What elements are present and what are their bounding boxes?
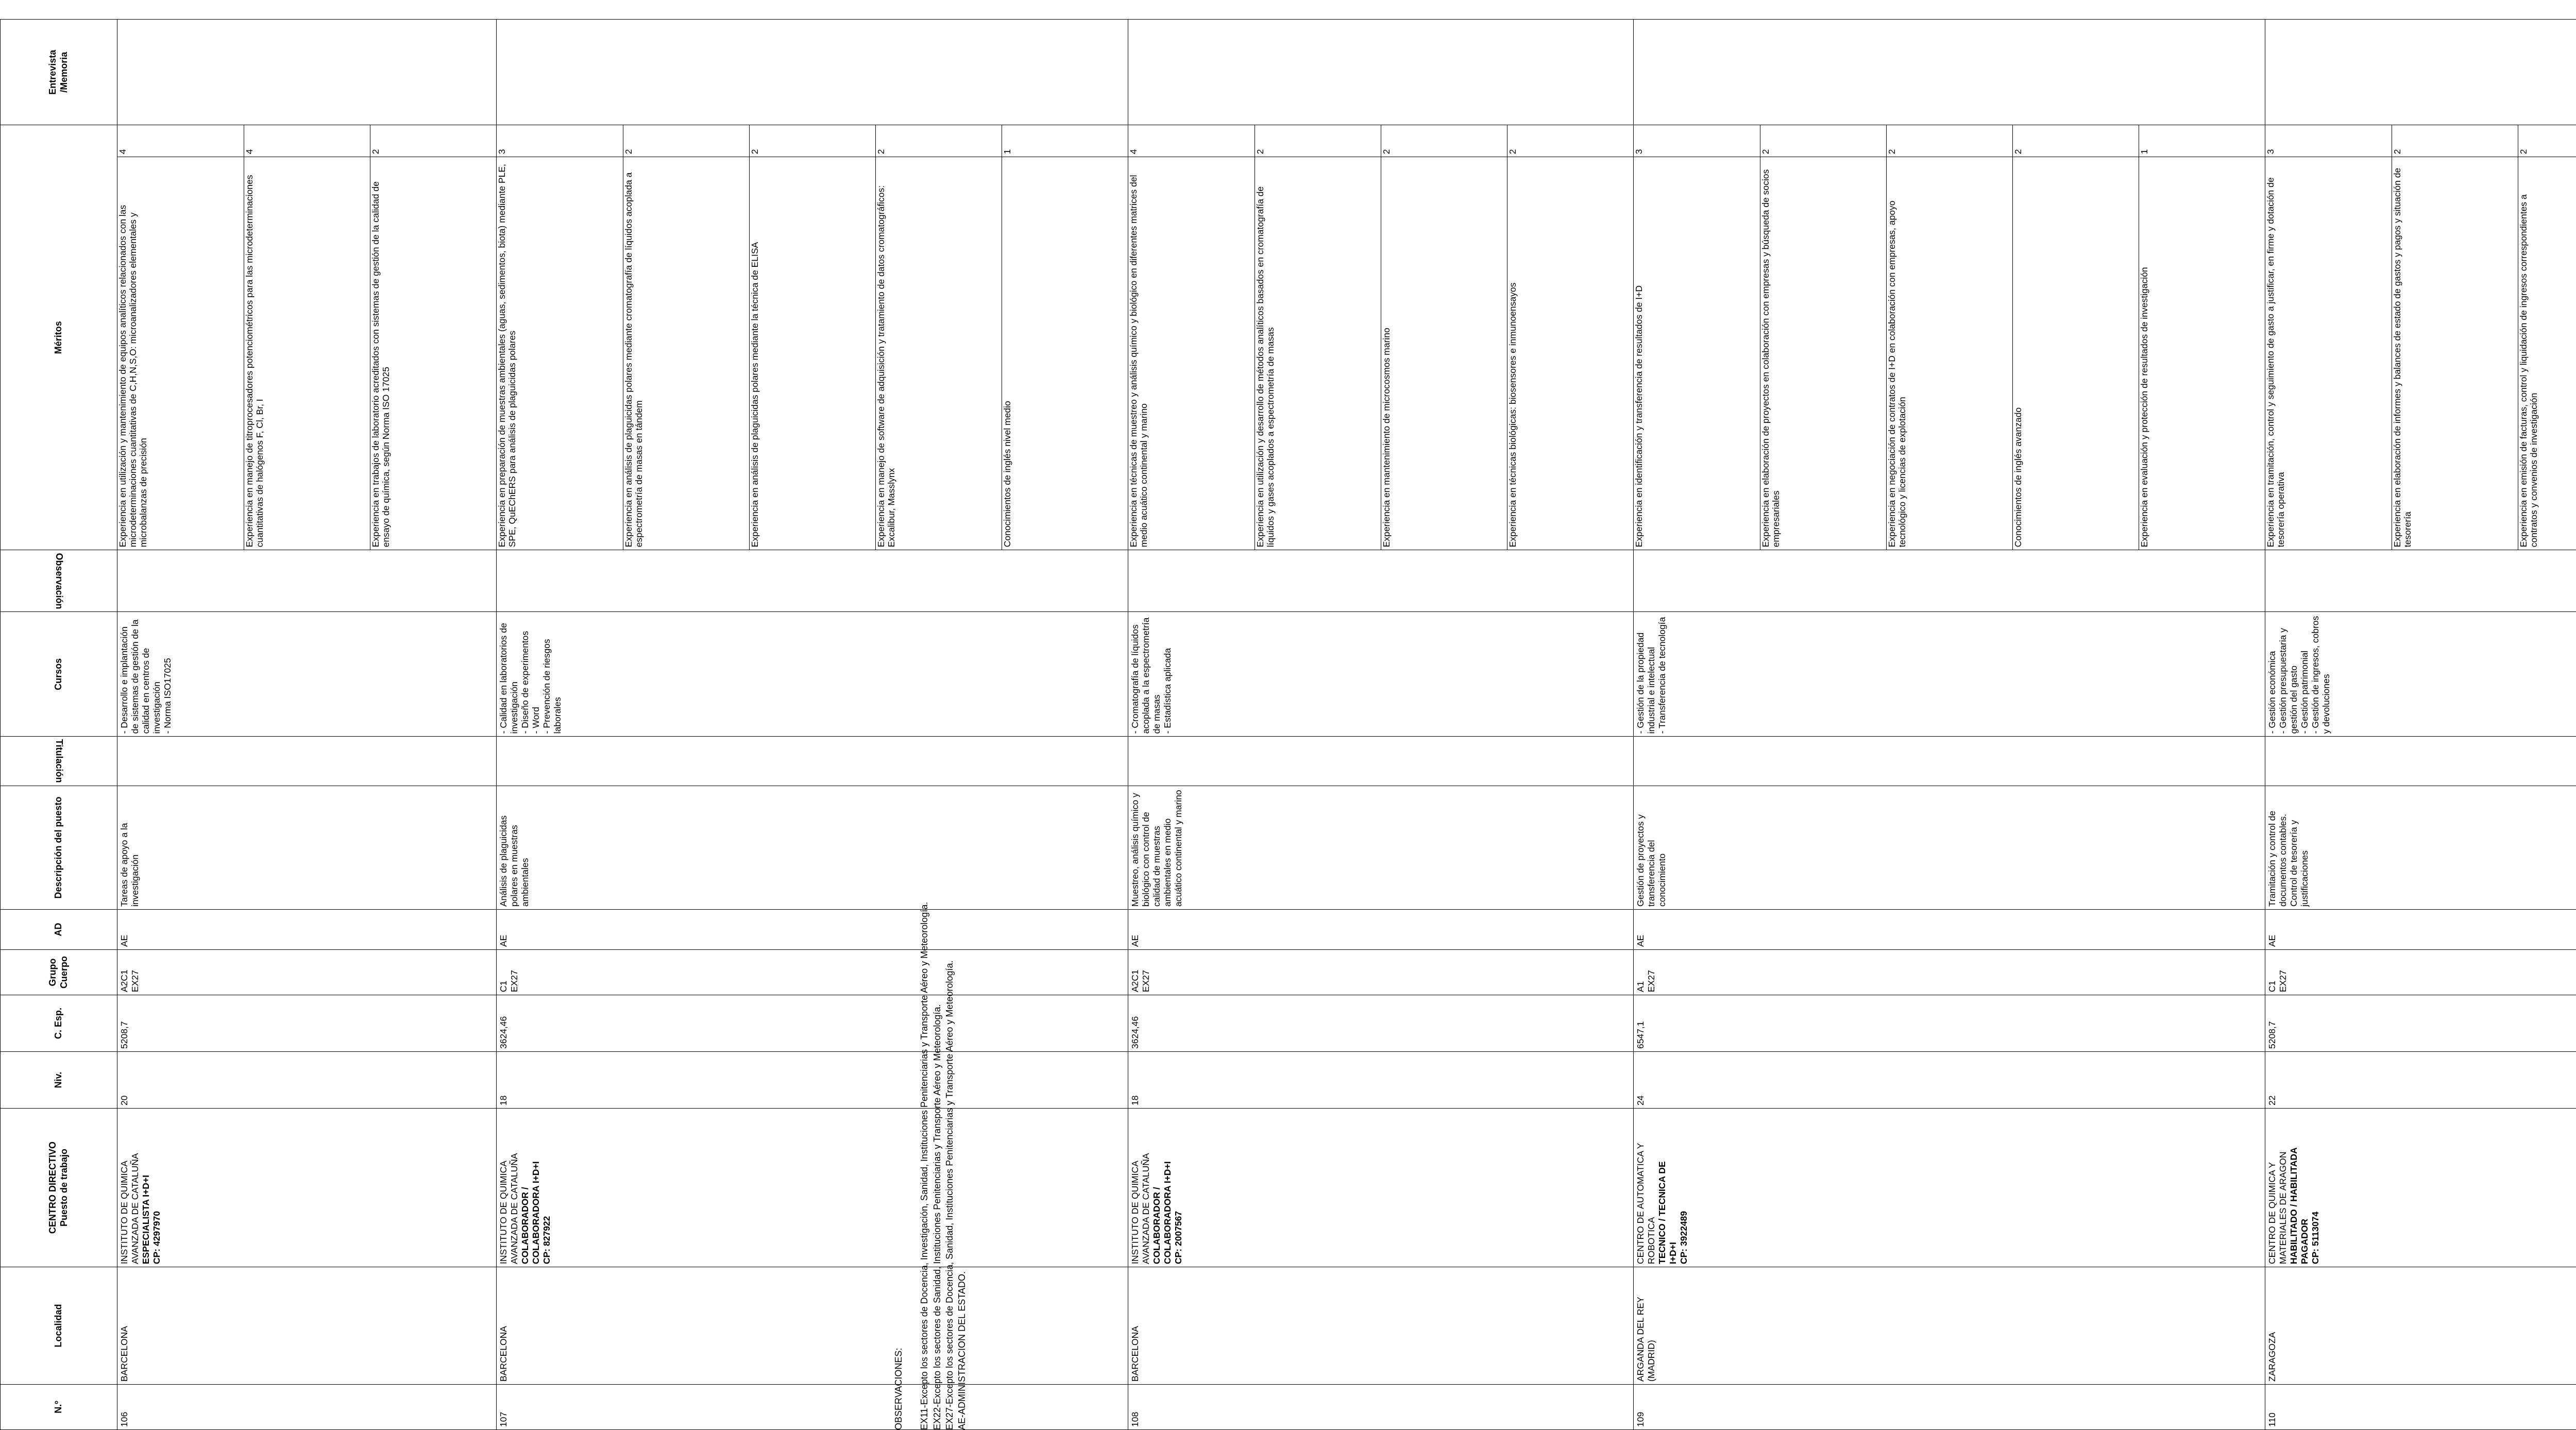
header-cursos: Cursos <box>1 612 117 737</box>
cp-code: CP: 5113074 <box>2310 1211 2320 1264</box>
cell-grupo <box>1128 950 1634 995</box>
cell-ad: AE <box>497 910 1128 950</box>
merit-text: Experiencia en manejo de software de adquisición y tratamiento de datos cromatográficos: Excalibur, Masslynx <box>875 157 1002 550</box>
grupo-line: EX27 <box>2278 970 2288 992</box>
merit-row <box>2518 125 2576 550</box>
grupo-line: EX27 <box>1141 970 1151 992</box>
centro-line: AVANZADA DE CATALUÑA <box>509 1153 519 1264</box>
header-cesp: C. Esp. <box>1 995 117 1052</box>
centro-line: INSTITUTO DE QUIMICA <box>1130 1161 1140 1264</box>
table-body <box>117 20 2576 1430</box>
merit-text: Experiencia en utilización y mantenimiento de equipos analíticos relacionados con las microdeterminaciones cuantitativas de C,H,N,S,O: microanalizadores elementales y microbalanzas de precisión <box>117 157 244 550</box>
header-grupo-line1: Grupo <box>47 958 58 986</box>
merit-text: Experiencia en identificación y transferencia de resultados de I+D <box>1634 157 1760 550</box>
cell-titulacion <box>1634 737 2265 786</box>
merit-text: Experiencia en elaboración de proyectos en colaboración con empresas y búsqueda de socios empresariales <box>1760 157 1886 550</box>
cell-observacion <box>1634 550 2265 612</box>
cell-grupo <box>1634 950 2265 995</box>
merit-row <box>2139 125 2265 550</box>
curso-line: - Prevención de riesgos laborales <box>541 639 563 734</box>
curso-line: - Estadística aplicada <box>1162 648 1173 734</box>
merit-score: 2 <box>1381 125 1507 157</box>
cell-ad: AE <box>117 910 497 950</box>
grupo-line: A1 <box>1635 981 1646 992</box>
cell-localidad: ARGANDA DEL REY (MADRID) <box>1634 1267 2265 1385</box>
cell-cursos <box>1634 612 2265 737</box>
cell-cursos <box>1128 612 1634 737</box>
merit-row <box>1634 125 1760 550</box>
table-row <box>117 20 497 1430</box>
merit-score: 2 <box>1255 125 1381 157</box>
observations-notes <box>892 554 968 1430</box>
header-niv: Niv. <box>1 1052 117 1109</box>
cell-titulacion <box>497 737 1128 786</box>
cell-descripcion: Análisis de plaguicidas polares en muestras ambientales <box>497 786 1128 910</box>
merits-subtable <box>497 125 1128 550</box>
cell-observacion <box>117 550 497 612</box>
header-titulacion: Titulación <box>1 737 117 786</box>
cell-entrevista <box>1128 20 1634 125</box>
merits-subtable <box>1634 125 2265 550</box>
puesto-line: TECNICO / TECNICA DE <box>1657 1161 1667 1264</box>
cell-titulacion <box>117 737 497 786</box>
merit-row <box>1507 125 1633 550</box>
header-centro-line2: Puesto de trabajo <box>59 1148 69 1227</box>
cell-cesp: 3624,46 <box>497 995 1128 1052</box>
cell-cesp: 5208,7 <box>2265 995 2576 1052</box>
merit-score: 2 <box>1507 149 1518 155</box>
cell-grupo <box>2265 950 2576 995</box>
merit-score: 2 <box>749 125 875 157</box>
merit-row <box>117 125 244 550</box>
cell-niv: 18 <box>497 1052 1128 1109</box>
table-row <box>2265 20 2576 1430</box>
header-grupo <box>1 950 117 995</box>
merit-score: 2 <box>370 149 381 155</box>
puesto-line: ESPECIALISTA I+D+I <box>141 1174 151 1264</box>
cell-num: 108 <box>1128 1385 1634 1430</box>
puesto-line: COLABORADORA I+D+I <box>1162 1161 1173 1264</box>
curso-line: - Diseño de experimentos <box>520 631 530 734</box>
puesto-line: HABILITADO / HABILITADA <box>2289 1147 2299 1264</box>
cell-ad: AE <box>1634 910 2265 950</box>
cp-code: CP: 4297970 <box>151 1211 162 1264</box>
header-centro-line1: CENTRO DIRECTIVO <box>47 1142 58 1234</box>
cell-grupo <box>497 950 1128 995</box>
cell-num: 110 <box>2265 1385 2576 1430</box>
cell-cursos <box>117 612 497 737</box>
cell-niv: 20 <box>117 1052 497 1109</box>
curso-line: - Norma ISO17025 <box>162 658 173 734</box>
curso-line: - Calidad en laboratorios de investigación <box>498 623 519 734</box>
cell-cesp: 5208,7 <box>117 995 497 1052</box>
merit-score: 3 <box>1634 125 1760 157</box>
cell-centro <box>117 1109 497 1267</box>
header-row <box>1 20 117 1430</box>
header-ad: AD <box>1 910 117 950</box>
merit-row <box>370 125 496 550</box>
cell-entrevista <box>117 20 497 125</box>
cell-num: 109 <box>1634 1385 2265 1430</box>
merit-text: Experiencia en negociación de contratos de I+D en colaboración con empresas, apoyo tecnológico y licencias de explotación <box>1886 157 2012 550</box>
header-entrevista-line1: Entrevista <box>47 49 58 95</box>
header-observacion: Observación <box>1 550 117 612</box>
cell-descripcion: Tramitación y control de documentos contables. Control de tesorería y justificaciones <box>2265 786 2576 910</box>
merit-text: Experiencia en manejo de titroprocesadores potenciométricos para las microdeterminaciones cuantitativas de halógenos F, Cl, Br, I <box>244 157 370 550</box>
merit-row <box>2392 125 2518 550</box>
merit-row <box>1760 125 1886 550</box>
merit-text: Experiencia en técnicas biológicas: biosensores e inmunoensayos <box>1507 157 1633 550</box>
merit-score: 3 <box>497 125 623 157</box>
cell-niv: 24 <box>1634 1052 2265 1109</box>
cell-localidad: BARCELONA <box>1128 1267 1634 1385</box>
table-row <box>1634 20 2265 1430</box>
merit-text: Experiencia en análisis de plaguicidas polares mediante la técnica de ELISA <box>749 157 875 550</box>
grupo-line: C1 <box>2267 980 2277 992</box>
puesto-line: COLABORADOR / <box>520 1187 530 1264</box>
curso-line: - Gestión presupuestaria y gestión del gasto <box>2278 628 2299 734</box>
positions-table <box>0 19 2576 1430</box>
merit-score: 2 <box>623 125 749 157</box>
header-meritos: Méritos <box>1 125 117 550</box>
merit-score: 4 <box>1128 125 1255 157</box>
curso-line: - Desarrollo e implantación de sistemas de gestión de la calidad en centros de investigación <box>119 619 162 734</box>
centro-line: INSTITUTO DE QUIMICA <box>498 1161 509 1264</box>
merit-text: Experiencia en análisis de plaguicidas polares mediante cromatografía de líquidos acoplada a espectrometría de masas en tándem <box>623 157 749 550</box>
note-ex27: EX27-Excepto los sectores de Docencia, Sanidad, Instituciones Penitenciarias y Transporte Aéreo y Meteorología. <box>944 960 955 1430</box>
note-ae: AE-ADMINISTRACION DEL ESTADO. <box>957 1271 968 1430</box>
grupo-line: EX27 <box>1646 970 1656 992</box>
centro-line: AVANZADA DE CATALUÑA <box>1141 1153 1151 1264</box>
centro-line: CENTRO DE QUIMICA Y <box>2267 1162 2277 1264</box>
cell-cesp: 6547,1 <box>1634 995 2265 1052</box>
cell-niv: 18 <box>1128 1052 1634 1109</box>
merit-text: Experiencia en trabajos de laboratorio acreditados con sistemas de gestión de la calidad de ensayo de química, según Norma ISO 17025 <box>370 157 496 550</box>
cell-titulacion <box>1128 737 1634 786</box>
cell-observacion <box>1128 550 1634 612</box>
centro-line: CENTRO DE AUTOMATICA Y <box>1635 1143 1646 1264</box>
merit-text: Experiencia en técnicas de muestreo y análisis químico y biológico en diferentes matrices del medio acuático continental y marino <box>1128 157 1255 550</box>
merit-text: Experiencia en elaboración de informes y balances de estado de gastos y pagos y situación de tesorería <box>2392 157 2518 550</box>
cell-entrevista <box>1634 20 2265 125</box>
merit-text: Conocimientos de inglés nivel medio <box>1002 157 1128 550</box>
cell-descripcion: Tareas de apoyo a la investigación <box>117 786 497 910</box>
curso-line: - Cromatografía de líquidos acoplada a la espectrometría de masas <box>1130 617 1162 734</box>
cell-entrevista <box>497 20 1128 125</box>
header-entrevista-line2: /Memoria <box>59 52 69 93</box>
puesto-line: COLABORADOR / <box>1151 1187 1162 1264</box>
grupo-line: A2C1 <box>1130 969 1140 992</box>
cell-centro <box>497 1109 1128 1267</box>
cell-localidad: ZARAGOZA <box>2265 1267 2576 1385</box>
merit-row <box>497 125 623 550</box>
cell-niv: 22 <box>2265 1052 2576 1109</box>
cell-meritos <box>117 125 497 550</box>
cp-code: CP: 2007567 <box>1173 1211 1183 1264</box>
cell-num: 107 <box>497 1385 1128 1430</box>
merit-text: Experiencia en emisión de facturas, control y liquidación de ingresos correspondientes a contratos y convenios de investigación <box>2518 157 2576 550</box>
merit-text: Experiencia en evaluación y protección de resultados de investigación <box>2139 157 2265 550</box>
merit-text: Experiencia en tramitación, control y seguimiento de gasto a justificar, en firme y dotación de tesorería operativa <box>2265 157 2392 550</box>
cell-descripcion: Gestión de proyectos y transferencia del conocimiento <box>1634 786 2265 910</box>
header-descripcion: Descripción del puesto <box>1 786 117 910</box>
grupo-line: EX27 <box>509 970 519 992</box>
merit-row <box>1886 125 2012 550</box>
cell-descripcion: Muestreo, análisis químico y biológico con control de calidad de muestras ambientales en medio acuático continental y marino <box>1128 786 1634 910</box>
merit-row <box>2265 125 2392 550</box>
merit-row <box>1255 125 1381 550</box>
header-entrevista <box>1 20 117 125</box>
cell-titulacion <box>2265 737 2576 786</box>
merit-score: 2 <box>1886 125 2012 157</box>
table-row <box>1128 20 1634 1430</box>
cell-meritos <box>1634 125 2265 550</box>
merit-row <box>749 125 875 550</box>
centro-line: AVANZADA DE CATALUÑA <box>130 1153 140 1264</box>
merit-text: Experiencia en utilización y desarrollo de métodos analíticos basados en cromatografía de líquidos y gases acoplados a espectrometría de masas <box>1255 157 1381 550</box>
merit-row <box>1128 125 1255 550</box>
cell-cesp: 3624,46 <box>1128 995 1634 1052</box>
cell-entrevista <box>2265 20 2576 125</box>
merits-subtable <box>2265 125 2576 550</box>
cell-meritos <box>497 125 1128 550</box>
header-centro <box>1 1109 117 1267</box>
merit-score: 2 <box>2518 125 2576 157</box>
merit-score: 4 <box>244 125 370 157</box>
cell-meritos <box>1128 125 1634 550</box>
curso-line: - Gestión de la propiedad industrial e intelectual <box>1635 632 1656 734</box>
merit-score: 2 <box>2012 125 2139 157</box>
cell-localidad: BARCELONA <box>117 1267 497 1385</box>
curso-line: - Word <box>531 707 541 734</box>
merit-row <box>2012 125 2139 550</box>
merit-row <box>875 125 1002 550</box>
cell-ad: AE <box>2265 910 2576 950</box>
merit-score: 1 <box>2139 149 2149 155</box>
centro-line: ROBOTICA <box>1646 1217 1656 1264</box>
cell-cursos <box>497 612 1128 737</box>
merit-row <box>244 125 370 550</box>
merit-score: 2 <box>875 125 1002 157</box>
cell-observacion <box>2265 550 2576 612</box>
header-num: N.º <box>1 1385 117 1430</box>
cp-code: CP: 3922489 <box>1679 1211 1689 1264</box>
merit-text: Conocimientos de inglés avanzado <box>2012 157 2139 550</box>
merits-subtable <box>1128 125 1633 550</box>
curso-line: - Gestión económica <box>2267 651 2277 734</box>
merit-row <box>1002 125 1128 550</box>
merits-subtable <box>117 125 496 550</box>
merit-row <box>1381 125 1507 550</box>
merit-row <box>623 125 749 550</box>
merit-text: Experiencia en preparación de muestras ambientales (aguas, sedimentos, biota) mediante PLE, SPE, QuEChERS para análisis de plaguicidas polares <box>497 157 623 550</box>
curso-line: - Transferencia de tecnología <box>1657 617 1667 734</box>
cell-centro <box>1634 1109 2265 1267</box>
cell-num: 106 <box>117 1385 497 1430</box>
table-row <box>497 20 1128 1430</box>
puesto-line: PAGADOR <box>2299 1218 2310 1264</box>
cell-meritos <box>2265 125 2576 550</box>
cell-ad: AE <box>1128 910 1634 950</box>
merit-score: 3 <box>2265 125 2392 157</box>
centro-line: MATERIALES DE ARAGON <box>2278 1151 2288 1264</box>
header-localidad: Localidad <box>1 1267 117 1385</box>
grupo-line: C1 <box>498 980 509 992</box>
cell-localidad: BARCELONA <box>497 1267 1128 1385</box>
merit-score: 2 <box>2392 125 2518 157</box>
merit-score: 4 <box>117 125 244 157</box>
puesto-line: COLABORADORA I+D+I <box>531 1161 541 1264</box>
notes-heading: OBSERVACIONES: <box>893 1348 904 1430</box>
grupo-line: EX27 <box>130 970 140 992</box>
merit-text: Experiencia en mantenimiento de microcosmos marino <box>1381 157 1507 550</box>
merit-score: 2 <box>1760 125 1886 157</box>
cell-observacion <box>497 550 1128 612</box>
header-grupo-line2: Cuerpo <box>59 956 69 989</box>
merit-score: 1 <box>1002 149 1012 155</box>
grupo-line: A2C1 <box>119 969 129 992</box>
cell-cursos <box>2265 612 2576 737</box>
note-ex22: EX22-Excepto los sectores de Sanidad, Instituciones Penitenciarias y Transporte Aéreo y Meteorología. <box>931 1004 942 1430</box>
puesto-line: I+D+I <box>1668 1242 1678 1264</box>
cell-centro <box>1128 1109 1634 1267</box>
centro-line: INSTITUTO DE QUIMICA <box>119 1161 129 1264</box>
curso-line: - Gestión de ingresos, cobros y devoluciones <box>2310 616 2331 734</box>
cell-grupo <box>117 950 497 995</box>
curso-line: - Gestión patrimonial <box>2299 650 2310 734</box>
cp-code: CP: 827922 <box>541 1216 552 1264</box>
note-ex11: EX11-Excepto los sectores de Docencia, Investigación, Sanidad, Instituciones Penitenciarias y Transporte Aéreo y Meteorología. <box>919 901 930 1430</box>
cell-centro <box>2265 1109 2576 1267</box>
